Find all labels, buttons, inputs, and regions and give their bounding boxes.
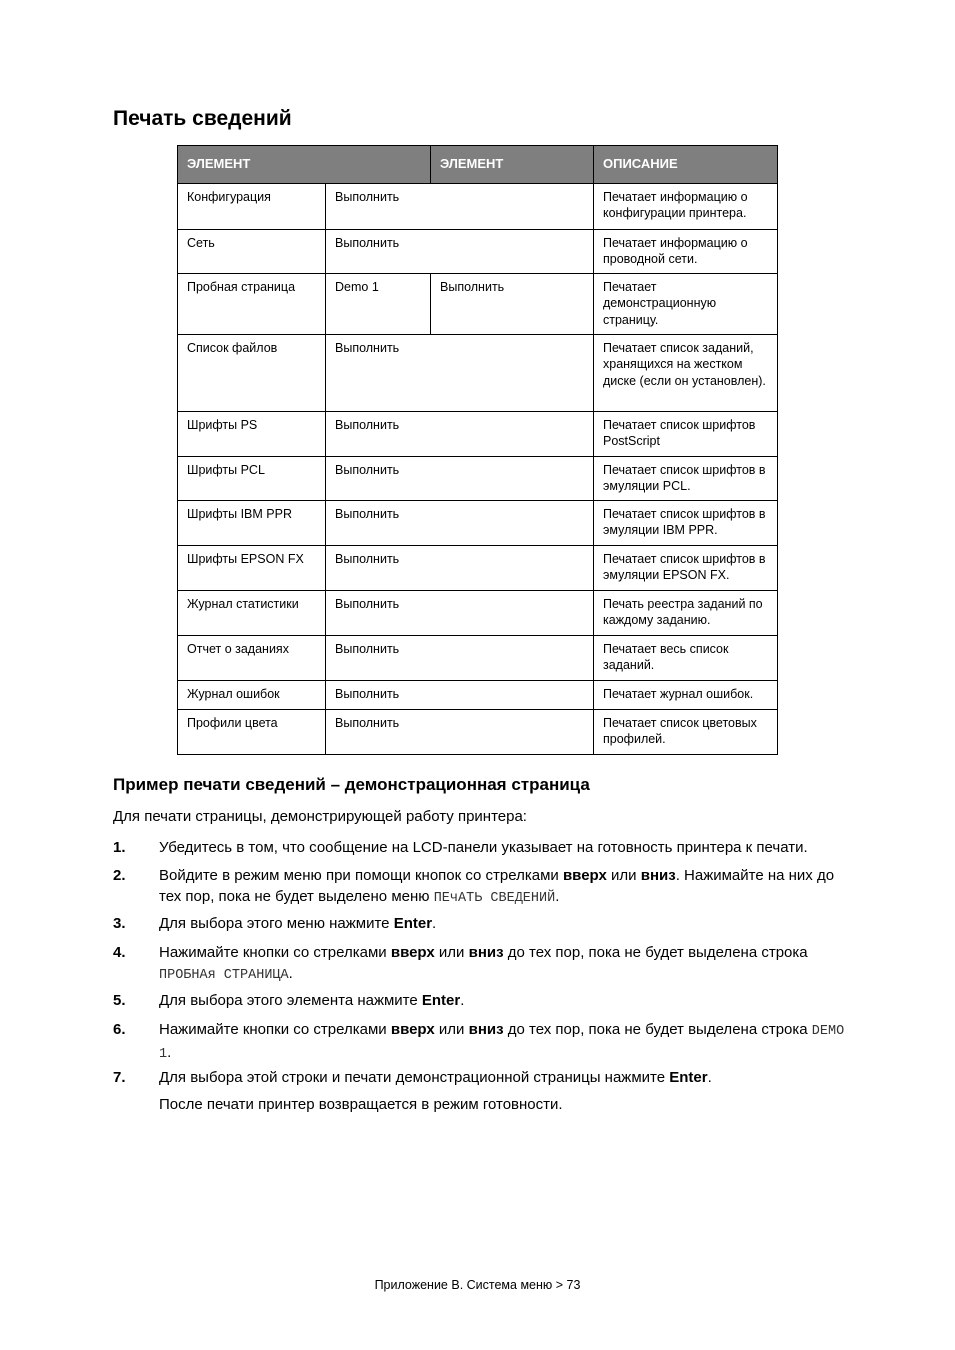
item-cell: Шрифты IBM PPR	[178, 501, 326, 546]
description-cell: Печатает демонстрационную страницу.	[594, 274, 778, 335]
step-text: Нажимайте кнопки со стрелками вверх или вниз до тех пор, пока не будет выделена строка DEMO 1.	[159, 1021, 845, 1062]
item-cell: Журнал статистики	[178, 591, 326, 636]
action-cell: Выполнить	[326, 230, 594, 274]
description-cell: Печатает список цветовых профилей.	[594, 710, 778, 755]
item-cell: Конфигурация	[178, 184, 326, 230]
step-text: Войдите в режим меню при помощи кнопок со стрелками вверх или вниз. Нажимайте на них до тех пор, пока не будет выделено меню ПЕчАТЬ СВЕДЕНИЙ.	[159, 867, 835, 906]
table-row	[178, 636, 778, 681]
sub-item-cell: Demo 1	[326, 274, 431, 335]
table-row	[178, 335, 778, 412]
description-cell: Печатает информацию о конфигурации принтера.	[594, 184, 778, 230]
item-cell: Профили цвета	[178, 710, 326, 755]
description-cell: Печатает журнал ошибок.	[594, 681, 778, 710]
action-cell: Выполнить	[326, 457, 594, 501]
item-cell: Пробная страница	[178, 274, 326, 335]
table-row	[178, 501, 778, 546]
step-number: 6.	[113, 1021, 126, 1038]
key-name: вниз	[640, 867, 676, 884]
step-text: Нажимайте кнопки со стрелками вверх или вниз до тех пор, пока не будет выделена строка ПРОБНАя СТРАНИЦА.	[159, 944, 808, 983]
item-cell: Журнал ошибок	[178, 681, 326, 710]
page-footer: Приложение В. Система меню > 73	[374, 1278, 581, 1292]
step-text: Для выбора этой строки и печати демонстрационной страницы нажмите Enter.	[159, 1069, 712, 1086]
key-name: Enter	[669, 1069, 708, 1086]
item-cell: Шрифты PCL	[178, 457, 326, 501]
table-row	[178, 681, 778, 710]
section-title: Пример печати сведений – демонстрационная страница	[113, 775, 590, 794]
page-title: Печать сведений	[113, 107, 292, 130]
key-name: вниз	[468, 1021, 504, 1038]
step-number: 2.	[113, 867, 126, 884]
step-text: Для выбора этого меню нажмите Enter.	[159, 915, 437, 932]
action-cell: Выполнить	[326, 184, 594, 230]
table-row	[178, 184, 778, 230]
table-row	[178, 591, 778, 636]
action-cell: Выполнить	[326, 681, 594, 710]
action-cell: Выполнить	[326, 710, 594, 755]
description-cell: Печатает список заданий, хранящихся на жестком диске (если он установлен).	[594, 335, 778, 412]
table-header-row	[178, 146, 778, 184]
step-text: Убедитесь в том, что сообщение на LCD-панели указывает на готовность принтера к печати.	[159, 839, 808, 856]
description-cell: Печать реестра заданий по каждому заданию.	[594, 591, 778, 636]
table-row	[178, 710, 778, 755]
step-5	[113, 990, 853, 1011]
key-name: вверх	[562, 867, 607, 884]
description-cell: Печатает список шрифтов в эмуляции PCL.	[594, 457, 778, 501]
table-row	[178, 230, 778, 274]
description-cell: Печатает информацию о проводной сети.	[594, 230, 778, 274]
step-number: 5.	[113, 992, 126, 1009]
step-number: 7.	[113, 1069, 126, 1086]
step-7	[113, 1067, 853, 1088]
action-cell: Выполнить	[326, 591, 594, 636]
menu-name: ПЕчАТЬ СВЕДЕНИЙ	[433, 891, 556, 906]
step-number: 3.	[113, 915, 126, 932]
step-number: 1.	[113, 839, 126, 856]
table-row	[178, 412, 778, 457]
table-row	[178, 457, 778, 501]
key-name: вниз	[468, 944, 504, 961]
step-3	[113, 913, 853, 934]
action-cell: Выполнить	[326, 501, 594, 546]
section-intro: Для печати страницы, демонстрирующей работу принтера:	[113, 808, 527, 825]
description-cell: Печатает весь список заданий.	[594, 636, 778, 681]
item-cell: Шрифты PS	[178, 412, 326, 457]
key-name: вверх	[390, 1021, 435, 1038]
description-cell: Печатает список шрифтов в эмуляции IBM PPR.	[594, 501, 778, 546]
action-cell: Выполнить	[431, 274, 594, 335]
item-cell: Шрифты EPSON FX	[178, 546, 326, 591]
action-cell: Выполнить	[326, 335, 594, 412]
menu-name: ПРОБНАя СТРАНИЦА	[159, 968, 289, 983]
table-row	[178, 274, 778, 335]
description-cell: Печатает список шрифтов PostScript	[594, 412, 778, 457]
menu-name: DEMO 1	[159, 1024, 845, 1062]
step-1	[113, 837, 853, 858]
print-info-table	[177, 145, 778, 755]
key-name: вверх	[390, 944, 435, 961]
step-number: 4.	[113, 944, 126, 961]
item-cell: Сеть	[178, 230, 326, 274]
column-header: ЭЛЕМЕНТ	[178, 146, 431, 184]
table-row	[178, 546, 778, 591]
step-2	[113, 865, 853, 909]
step-6	[113, 1019, 853, 1065]
step-text: Для выбора этого элемента нажмите Enter.	[159, 992, 465, 1009]
item-cell: Отчет о заданиях	[178, 636, 326, 681]
column-header: ЭЛЕМЕНТ	[431, 146, 594, 184]
item-cell: Список файлов	[178, 335, 326, 412]
action-cell: Выполнить	[326, 636, 594, 681]
key-name: Enter	[421, 992, 461, 1009]
action-cell: Выполнить	[326, 546, 594, 591]
key-name: Enter	[393, 915, 433, 932]
action-cell: Выполнить	[326, 412, 594, 457]
step-4	[113, 942, 853, 986]
closing-note: После печати принтер возвращается в режим готовности.	[159, 1096, 563, 1113]
column-header: ОПИСАНИЕ	[594, 146, 778, 184]
description-cell: Печатает список шрифтов в эмуляции EPSON FX.	[594, 546, 778, 591]
